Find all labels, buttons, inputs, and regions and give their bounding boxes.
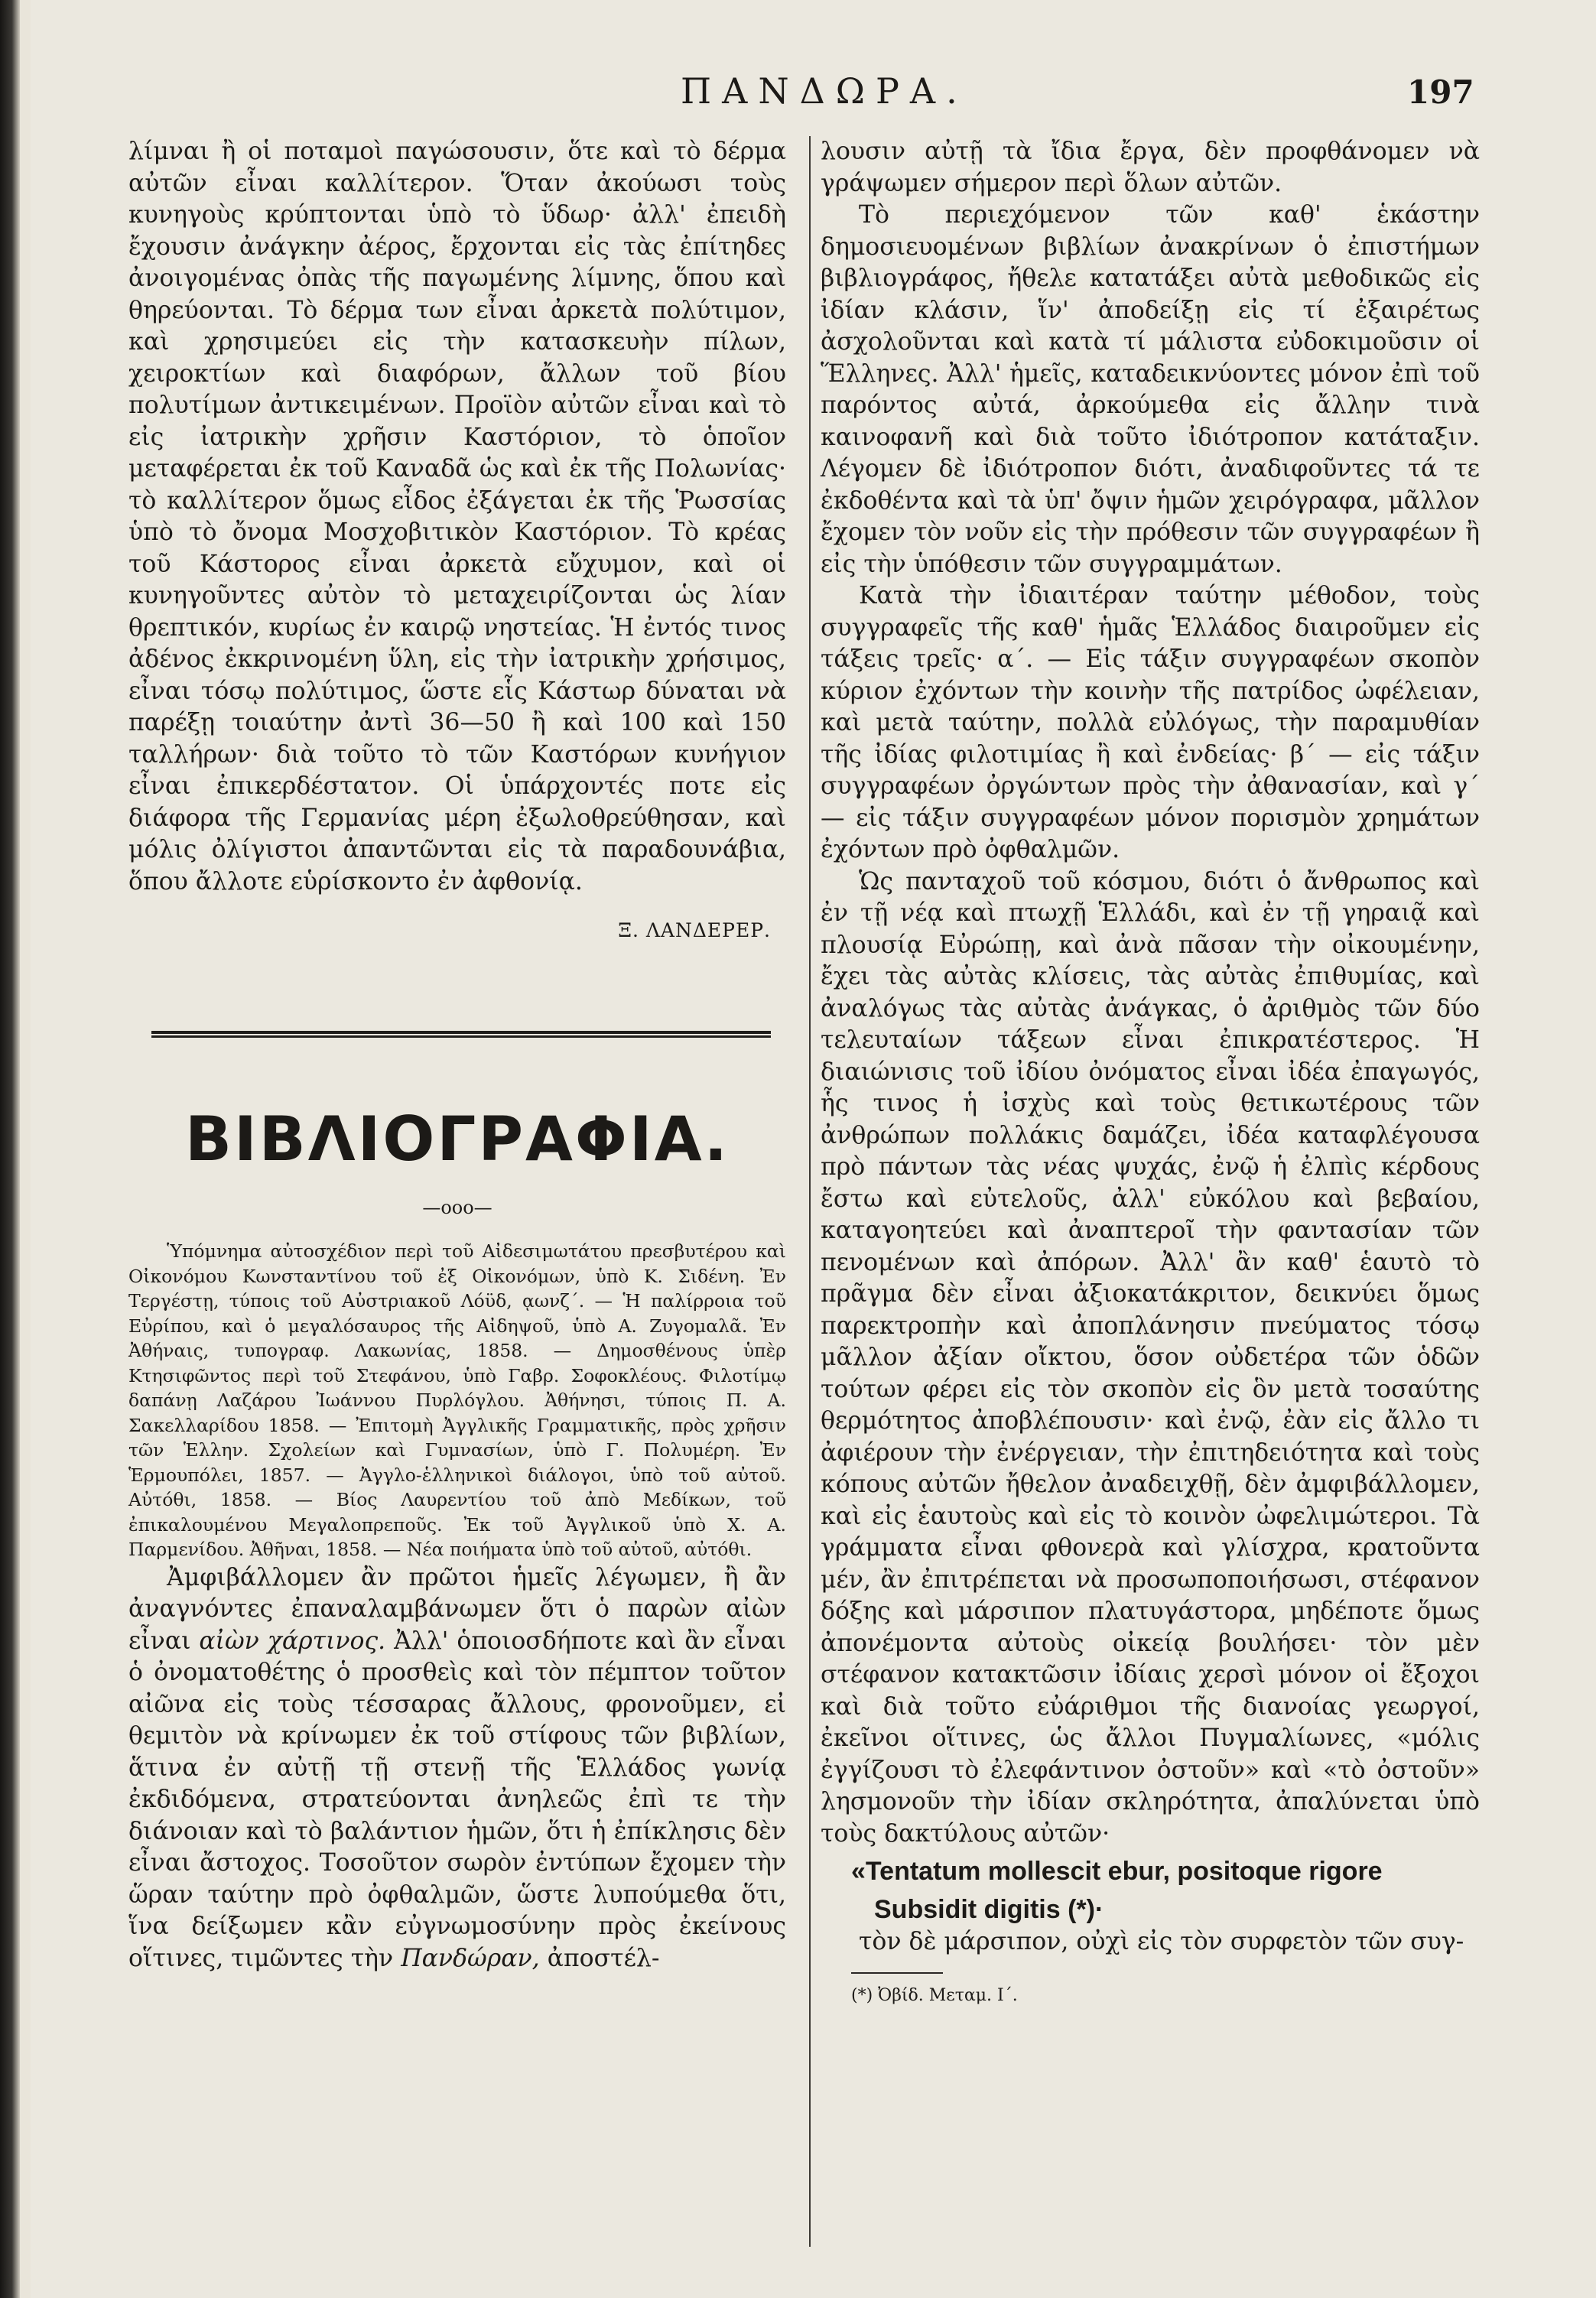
right-column (821, 136, 1480, 2011)
intro-italic-phrase: αἰὼν χάρτινος. (199, 1627, 386, 1655)
footnote-rule (851, 1972, 943, 1974)
body-paragraph-three-classes: Κατὰ τὴν ἰδιαιτέραν ταύτην μέθοδον, τοὺς συγγραφεῖς τῆς καθ' ἡμᾶς Ἑλλάδος διαιροῦμεν εἰς τάξεις τρεῖς· α΄. — Εἰς τάξιν συγγραφέων σκοπὸν κύριον ἐχόντων τὴν κοινὴν τῆς πατρίδος ὠφέλειαν, καὶ μετὰ ταύτην, πολλὰ εὐλόγως, τὴν παραμυθίαν τῆς ἰδίας φιλοτιμίας ἢ καὶ ἐνδείας· β΄ — εἰς τάξιν συγγραφέων ὀργώντων πρὸς τὴν ἀθανασίαν, καὶ γ΄ — εἰς τάξιν συγγραφέων μόνον πορισμὸν χρημάτων ἐχόντων πρὸ ὀφθαλμῶν. (821, 582, 1480, 863)
body-paragraph-world: Ὡς πανταχοῦ τοῦ κόσμου, διότι ὁ ἄνθρωπος καὶ ἐν τῇ νέᾳ καὶ πτωχῇ Ἑλλάδι, καὶ ἐν τῇ γηραιᾷ καὶ πλουσίᾳ Εὐρώπῃ, καὶ ἀνὰ πᾶσαν τὴν οἰκουμένην, ἔχει τὰς αὐτὰς κλίσεις, τὰς αὐτὰς ἐπιθυμίας, καὶ ἀναλόγως τὰς αὐτὰς ἀνάγκας, ὁ ἀριθμὸς τῶν δύο τελευταίων τάξεων εἶναι ἐπικρατέστερος. Ἡ διαιώνισις τοῦ ἰδίου ὀνόματος εἶναι ἰδέα ἐπαγωγός, ἧς τινος ἡ ἰσχὺς καὶ τοὺς θετικωτέρους τῶν ἀνθρώπων πολλάκις δαμάζει, ἰδέα καταφλέγουσα πρὸ πάντων τὰς νέας ψυχάς, ἐνῷ ἡ ἐλπὶς κέρδους ἔστω καὶ εὐτελοῦς, ἀλλ' εὐκόλου καὶ βεβαίου, καταγοητεύει καὶ ἀναπτεροῖ τὴν φαντασίαν τῶν πενομένων καὶ ἀπόρων. Ἀλλ' ἂν καθ' ἑαυτὸ τὸ πρᾶγμα δὲν εἶναι ἀξιοκατάκριτον, δεικνύει ὅμως παρεκτροπὴν καὶ ἀποπλάνησιν πνεύματος τόσῳ μᾶλλον ἀξίαν οἴκτου, ὅσον οὐδετέρα τῶν ὁδῶν τούτων φέρει εἰς τὸν σκοπὸν εἰς ὃν μετὰ τοσαύτης θερμότητος ἀποβλέπουσιν· καὶ ἐνῷ, ἐὰν εἰς ἄλλο τι ἀφιέρουν τὴν ἐνέργειαν, τὴν ἐπιτηδειότητα καὶ τοὺς κόπους αὐτῶν ἤθελον ἀναδειχθῇ, δὲν ἀμφιβάλλομεν, καὶ εἰς ἑαυτοὺς καὶ εἰς τὸ κοινὸν ὠφελιμώτεροι. Τὰ γράμματα εἶναι φθονερὰ καὶ γλίσχρα, κρατοῦντα μέν, ἂν ἐπιτρέπεται νὰ προσωποποιήσωσι, στέφανον δόξης καὶ μάρσιπον πλατυγάστορα, μηδέποτε ὅμως ἀπονέμοντα αὐτοὺς οἰκείᾳ βουλήσει· τὸν μὲν στέφανον κατακτῶσιν ἰδίαις χερσὶ μόνον οἱ ἔξοχοι καὶ διὰ τοῦτο εὐάριθμοι τῆς διανοίας γεωργοί, ἐκεῖνοι οἵτινες, ὡς ἄλλοι Πυγμαλίωνες, «μόλις ἐγγίζουσι τὸ ἐλεφάντινον ὀστοῦν» καὶ «τὸ ὀστοῦν» λησμονοῦν τὴν ἰδίαν σκληρότητα, ἀπαλύνεται ὑπὸ τοὺς δακτύλους αὐτῶν· (821, 867, 1480, 1848)
tail-line: τὸν δὲ μάρσιπον, οὐχὶ εἰς τὸν συρφετὸν τῶν συγ- (859, 1928, 1464, 1955)
section-divider-rule (151, 1031, 771, 1038)
intro-text-a: Ἀμφιβάλλομεν ἂν πρῶτοι ἡμεῖς λέγωμεν, ἢ ἂν ἀναγνόντες ἐπαναλαμβάνωμεν ὅτι ὁ παρὼν αἰὼν εἶναι (128, 1563, 786, 1655)
section-title: ΒΙΒΛΙΟΓΡΑΦΙΑ. (184, 1103, 730, 1175)
column-rule (809, 136, 811, 2247)
article-end-paragraph: λίμναι ἢ οἱ ποταμοὶ παγώσουσιν, ὅτε καὶ τὸ δέρμα αὐτῶν εἶναι καλλίτερον. Ὅταν ἀκούωσι τοὺς κυνηγοὺς κρύπτονται ὑπὸ τὸ ὕδωρ· ἀλλ' ἐπειδὴ ἔχουσιν ἀνάγκην ἀέρος, ἔρχονται εἰς τὰς ἐπίτηδες ἀνοιγομένας ὀπὰς τῆς παγωμένης λίμνης, ὅπου καὶ θηρεύονται. Τὸ δέρμα των εἶναι ἀρκετὰ πολύτιμον, καὶ χρησιμεύει εἰς τὴν κατασκευὴν πίλων, χειροκτίων καὶ διαφόρων, ἄλλων τοῦ βίου πολυτίμων ἀντικειμένων. Προϊὸν αὐτῶν εἶναι καὶ τὸ εἰς ἰατρικὴν χρῆσιν Καστόριον, τὸ ὁποῖον μεταφέρεται ἐκ τοῦ Καναδᾶ ὡς καὶ ἐκ τῆς Πολωνίας· τὸ καλλίτερον ὅμως εἶδος ἐξάγεται ἐκ τῆς Ῥωσσίας ὑπὸ τὸ ὄνομα Μοσχοβιτικὸν Καστόριον. Τὸ κρέας τοῦ Κάστορος εἶναι ἀρκετὰ εὔχυμον, καὶ οἱ κυνηγοῦντες αὐτὸν τὸ μεταχειρίζονται ὡς λίαν θρεπτικόν, κυρίως ἐν καιρῷ νηστείας. Ἡ ἐντός τινος ἀδένος ἐκκρινομένη ὕλη, εἰς τὴν ἰατρικὴν χρήσιμος, εἶναι τόσῳ πολύτιμος, ὥστε εἷς Κάστωρ δύναται νὰ παρέξῃ τοιαύτην ἀντὶ 36—50 ἢ καὶ 100 καὶ 150 ταλλήρων· διὰ τοῦτο τὸ τῶν Καστόρων κυνήγιον εἶναι ἐπικερδέστατον. Οἱ ὑπάρχοντές ποτε εἰς διάφορα τῆς Γερμανίας μέρη ἐξωλοθρεύθησαν, καὶ μόλις ὀλίγιστοι ἀπαντῶνται εἰς τὰ παραδουνάβια, ὅπου ἄλλοτε εὑρίσκοντο ἐν ἀφθονίᾳ. (128, 138, 786, 895)
bibliography-list: Ὑπόμνημα αὐτοσχέδιον περὶ τοῦ Αἰδεσιμωτάτου πρεσβυτέρου καὶ Οἰκονόμου Κωνσταντίνου τοῦ ἐξ Οἰκονόμων, ὑπὸ Κ. Σιδένη. Ἐν Τεργέστῃ, τύποις τοῦ Αὐστριακοῦ Λόϋδ, ᾳωνζ΄. — Ἡ παλίρροια τοῦ Εὐρίπου, καὶ ὁ μεγαλόσαυρος τῆς Αἰδηψοῦ, ὑπὸ Α. Ζυγομαλᾶ. Ἐν Ἀθήναις, τυπογραφ. Λακωνίας, 1858. — Δημοσθένους ὑπὲρ Κτησιφῶντος περὶ τοῦ Στεφάνου, ὑπὸ Γαβρ. Σοφοκλέους. Φιλοτίμῳ δαπάνῃ Λαζάρου Ἰωάννου Πυρλόγλου. Ἀθήνησι, τύποις Π. Α. Σακελλαρίδου 1858. — Ἐπιτομὴ Ἀγγλικῆς Γραμματικῆς, πρὸς χρῆσιν τῶν Ἑλλην. Σχολείων καὶ Γυμνασίων, ὑπὸ Γ. Πολυμέρη. Ἐν Ἑρμουπόλει, 1857. — Ἀγγλο-ἑλληνικοὶ διάλογοι, ὑπὸ τοῦ αὐτοῦ. Αὐτόθι, 1858. — Βίος Λαυρεντίου τοῦ ἀπὸ Μεδίκων, τοῦ ἐπικαλουμένου Μεγαλοπρεποῦς. Ἐκ τοῦ Ἀγγλικοῦ ὑπὸ Χ. Α. Παρμενίδου. Ἀθῆναι, 1858. — Νέα ποιήματα ὑπὸ τοῦ αὐτοῦ, αὐτόθι. (128, 1240, 786, 1560)
section-ornament: —οοο— (422, 1196, 492, 1218)
left-column (128, 136, 786, 1975)
body-paragraph-classification: Τὸ περιεχόμενον τῶν καθ' ἑκάστην δημοσιευομένων βιβλίων ἀνακρίνων ὁ ἐπιστήμων βιβλιογράφος, ἤθελε κατατάξει αὐτὰ μεθοδικῶς εἰς ἰδίαν κλάσιν, ἵν' ἀποδείξῃ εἰς τί ἐξαιρέτως ἀσχολοῦνται καὶ κατὰ τί μάλιστα εὐδοκιμοῦσιν οἱ Ἕλληνες. Ἀλλ' ἡμεῖς, καταδεικνύοντες μόνον ἐπὶ τοῦ παρόντος αὐτά, ἀρκούμεθα εἰς ἄλλην τινὰ καινοφανῆ καὶ διὰ τοῦτο ἰδιότροπον κατάταξιν. Λέγομεν δὲ ἰδιότροπον διότι, ἀναδιφοῦντες τά τε ἐκδοθέντα καὶ τὰ ὑπ' ὄψιν ἡμῶν χειρόγραφα, μᾶλλον ἔχομεν τὸν νοῦν εἰς τὴν πρόθεσιν τῶν συγγραφέων ἢ εἰς τὴν ὑπόθεσιν τῶν συγγραμμάτων. (821, 201, 1480, 578)
author-signature: Ξ. ΛΑΝΔΕΡΕΡ. (618, 919, 771, 941)
footnote: (*) Ὀβίδ. Μεταμ. Ι΄. (851, 1985, 1018, 2005)
intro-italic-pandora: Πανδώραν, (401, 1944, 540, 1972)
book-gutter (0, 0, 20, 2298)
continuation-paragraph: λουσιν αὐτῇ τὰ ἴδια ἔργα, δὲν προφθάνομεν νὰ γράψωμεν σήμερον περὶ ὅλων αὐτῶν. (821, 138, 1480, 197)
journal-page (31, 0, 1596, 2298)
intro-text-c: ἀποστέλ- (547, 1944, 660, 1972)
body-paragraph-intro (128, 1562, 786, 1975)
page-number: 197 (1407, 73, 1474, 111)
intro-text-b: Ἀλλ' ὁποιοσδήποτε καὶ ἂν εἶναι ὁ ὀνοματοθέτης ὁ προσθεὶς καὶ τὸν πέμπτον τοῦτον αἰῶνα εἰς τοὺς τέσσαρας ἄλλους, φρονοῦμεν, εἰ θεμιτὸν νὰ κρίνωμεν ἐκ τοῦ στίφους τῶν βιβλίων, ἅτινα ἐν αὐτῇ τῇ στενῇ τῆς Ἑλλάδος γωνίᾳ ἐκδιδόμενα, στρατεύονται ἀνηλεῶς ἐπὶ τε τὴν διάνοιαν καὶ τὸ βαλάντιον ἡμῶν, ὅτι ἡ ἐπίκλησις δὲν εἶναι ἄστοχος. Τοσοῦτον σωρὸν ἐντύπων ἔχομεν τὴν ὥραν ταύτην πρὸ ὀφθαλμῶν, ὥστε λυπούμεθα ὅτι, ἵνα δείξωμεν κἂν εὐγνωμοσύνην πρὸς ἐκείνους οἵτινες, τιμῶντες τὴν (128, 1627, 786, 1972)
latin-quote-line-1: «Tentatum mollescit ebur, positoque rigore (851, 1857, 1383, 1886)
latin-quote-line-2: Subsidit digitis (*)· (874, 1895, 1104, 1924)
running-head: ΠΑΝΔΩΡΑ. (681, 70, 968, 112)
